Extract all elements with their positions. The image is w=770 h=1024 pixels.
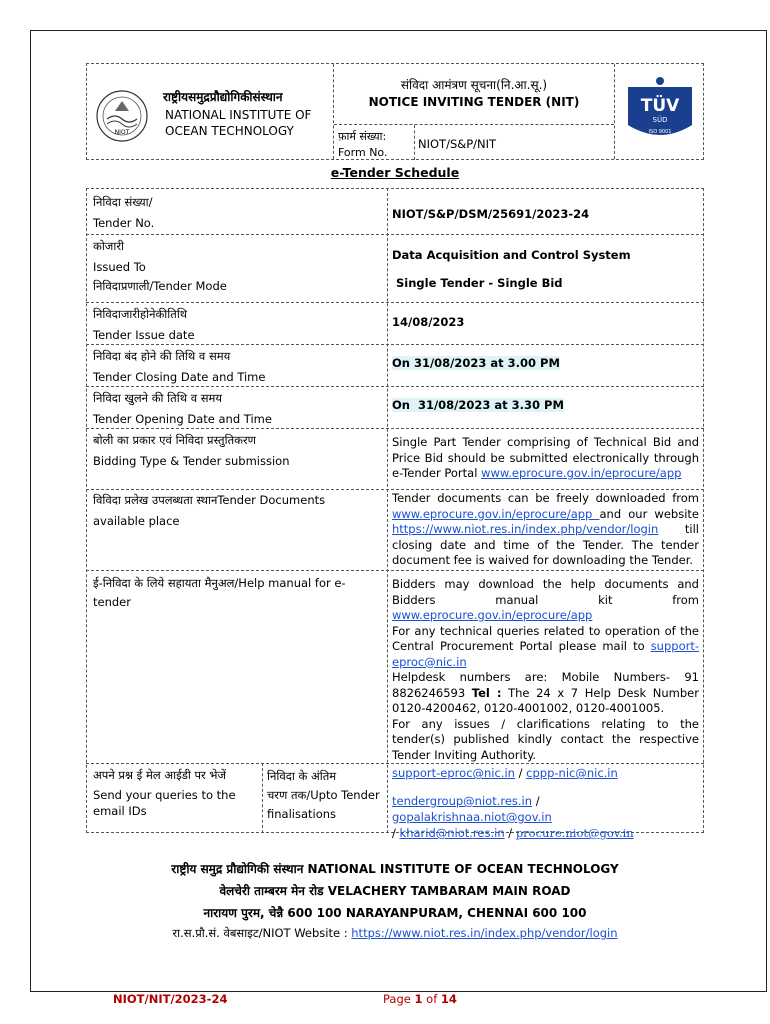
org-name-hindi: राष्ट्रीयसमुद्रप्रौद्योगिकीसंस्थान [163, 90, 283, 104]
value-tender-no: NIOT/S&P/DSM/25691/2023-24 [392, 207, 590, 221]
label-tender-mode: निविदाप्रणाली/Tender Mode [93, 279, 227, 293]
value-bidding-type: Single Part Tender comprising of Technical Bid and Price Bid should be submitted electronically through e-Tender Portal www.eprocure.gov.in/eprocure/app [392, 435, 699, 480]
label-upto-finalisation: निविदा के अंतिम चरण तक/Upto Tender finalisations [267, 769, 380, 821]
value-closing-date: On 31/08/2023 at 3.00 PM [392, 356, 560, 370]
kharid-email-link[interactable]: kharid@niot.res.in [399, 826, 505, 840]
column-divider [262, 763, 263, 833]
form-label-hindi: फ़ार्म संख्या: [338, 130, 387, 143]
footer-road: वेलचेरी ताम्बरम मेन रोड VELACHERY TAMBARAM MAIN ROAD [219, 884, 571, 898]
value-issued-to: Data Acquisition and Control System [392, 248, 631, 262]
footer-institute-name: राष्ट्रीय समुद्र प्रौद्योगिकी संस्थान NATIONAL INSTITUTE OF OCEAN TECHNOLOGY [171, 862, 619, 876]
header-title-cell [333, 64, 615, 159]
document-reference: NIOT/NIT/2023-24 [113, 992, 228, 1006]
eprocure-link[interactable]: www.eprocure.gov.in/eprocure/app [392, 506, 600, 521]
header-table [86, 63, 704, 160]
eprocure-link[interactable]: www.eprocure.gov.in/eprocure/app [481, 466, 682, 480]
org-name-english: NATIONAL INSTITUTE OF OCEAN TECHNOLOGY [165, 108, 312, 138]
form-divider [414, 125, 415, 160]
form-number-value: NIOT/S&P/NIT [418, 137, 497, 151]
svg-text:SÜD: SÜD [652, 116, 668, 124]
value-documents-place: Tender documents can be freely downloaded from www.eprocure.gov.in/eprocure/app and our website https://www.niot.res.in/index.php/vendor/login till closing date and time of the Tender. The tender document fee is waived for downloading the Tender. [392, 491, 699, 567]
nit-title-hindi: संविदा आमंत्रण सूचना(नि.आ.सू.) [400, 78, 548, 92]
niot-emblem-icon [95, 89, 149, 143]
label-documents-place: विविदा प्रलेख उपलब्धता स्थानTender Documents available place [93, 493, 326, 528]
label-opening-date: निविदा खुलने की तिथि व समय Tender Opening Date and Time [93, 391, 272, 426]
row-divider [86, 570, 704, 571]
label-tender-no: निविदा संख्या/ Tender No. [93, 195, 155, 230]
niot-vendor-link[interactable]: https://www.niot.res.in/index.php/vendor/login [392, 522, 659, 536]
tendergroup-email-link[interactable]: tendergroup@niot.res.in [392, 794, 533, 808]
label-closing-date: निविदा बंद होने की तिथि व समय Tender Closing Date and Time [93, 349, 266, 384]
header-org-cell [87, 64, 333, 159]
schedule-title: e-Tender Schedule [330, 165, 460, 180]
value-query-emails: support-eproc@nic.in / cppp-nic@nic.in tendergroup@niot.res.in / gopalakrishnaa.niot@gov.in / kharid@niot.res.in / procure.niot@gov.in [392, 766, 634, 840]
row-divider [86, 234, 704, 235]
cppp-nic-email-link[interactable]: cppp-nic@nic.in [526, 766, 618, 780]
form-number-row [334, 124, 614, 160]
label-bidding-type: बोली का प्रकार एवं निविदा प्रस्तुतिकरण Bidding Type & Tender submission [93, 433, 290, 468]
label-issue-date: निविदाजारीहोनेकीतिथि Tender Issue date [93, 307, 195, 342]
row-divider [86, 763, 704, 764]
label-issued-to: कोजारी Issued To [93, 239, 146, 274]
footer-website: रा.स.प्रौ.सं. वेबसाइट/NIOT Website : https://www.niot.res.in/index.php/vendor/login [172, 926, 618, 940]
column-divider [387, 188, 388, 833]
label-help-manual: ई-निविदा के लिये सहायता मैनुअल/Help manual for e-tender [93, 576, 346, 609]
support-eproc-email-link[interactable]: support-eproc@nic.in [392, 766, 515, 780]
tuv-certification-logo [624, 73, 696, 145]
niot-vendor-link[interactable]: https://www.niot.res.in/index.php/vendor/login [351, 926, 618, 940]
svg-text:ISO 9001: ISO 9001 [648, 129, 672, 135]
gopalakrishnaa-email-link[interactable]: gopalakrishnaa.niot@gov.in [392, 810, 552, 824]
label-queries: अपने प्रश्न ई मेल आईडी पर भेजें Send your queries to the email IDs [93, 768, 236, 818]
value-issue-date: 14/08/2023 [392, 315, 465, 329]
form-label-english: Form No. [338, 146, 388, 159]
nit-title-english: NOTICE INVITING TENDER (NIT) [368, 95, 580, 109]
support-eproc-email-link[interactable]: support-eproc@nic.in [392, 639, 699, 669]
svg-text:NIOT: NIOT [114, 129, 130, 136]
value-help-manual: Bidders may download the help documents and Bidders manual kit from www.eprocure.gov.in/eprocure/app For any technical queries related to operation of the Central Procurement Portal please mail to support-eproc@nic.in Helpdesk numbers are: Mobile Numbers- 91 8826246593 Tel : The 24 x 7 Help Desk Number 0120-4200462, 0120-4001002, 0120-4001005. For any issues / clarifications relating to the tender(s) published kindly contact the respective Tender Inviting Authority. [392, 577, 699, 762]
procure-email-link[interactable]: procure.niot@gov.in [515, 826, 634, 840]
value-opening-date: On 31/08/2023 at 3.30 PM [392, 398, 564, 412]
eprocure-link[interactable]: www.eprocure.gov.in/eprocure/app [392, 608, 593, 622]
row-divider [86, 302, 704, 303]
footer-city: नारायण पुरम, चेन्नै 600 100 NARAYANPURAM, CHENNAI 600 100 [203, 906, 587, 920]
svg-text:TÜV: TÜV [640, 96, 680, 116]
value-tender-mode: Single Tender - Single Bid [396, 276, 563, 290]
page-number: Page 1 of 14 [383, 992, 457, 1006]
row-divider [86, 188, 704, 189]
